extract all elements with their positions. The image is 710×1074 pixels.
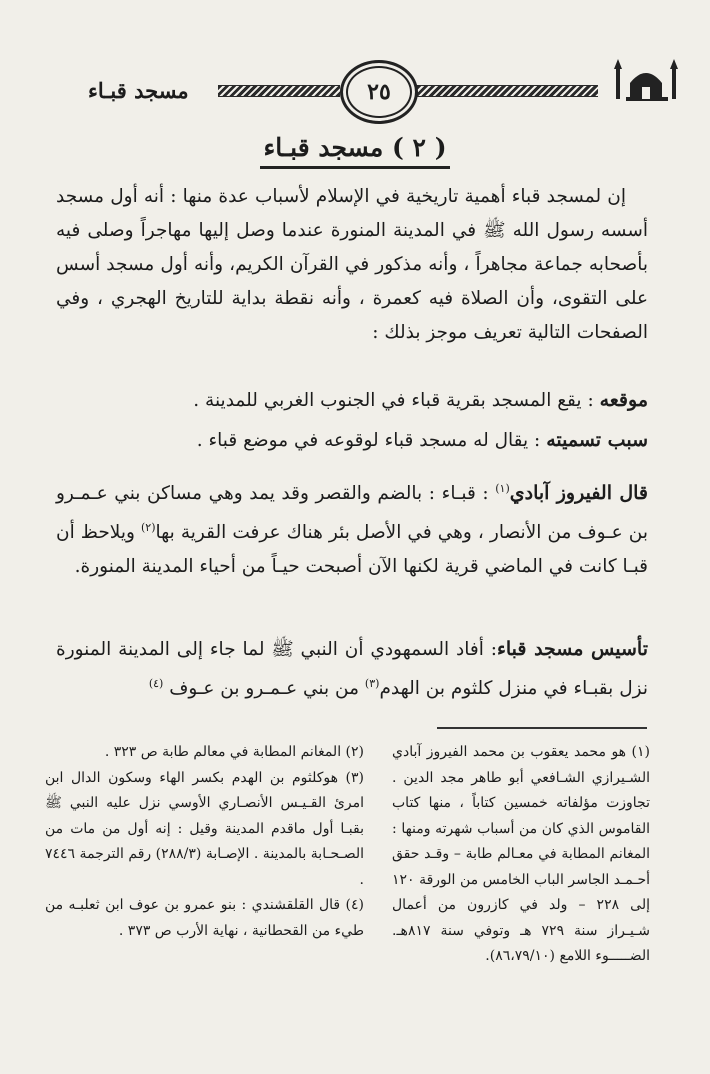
naming-text: : يقال له مسجد قباء لوقوعه في موضع قباء . <box>196 430 547 451</box>
firuzabadi-label: قال الفيروز آبادي <box>509 482 648 505</box>
footnote-separator <box>437 727 647 729</box>
location-text: : يقع المسجد بقرية قباء في الجنوب الغربي للمدينة . <box>193 390 600 411</box>
location-section <box>56 383 648 418</box>
naming-label: سبب تسميته <box>546 429 648 451</box>
footnote-1: (١) هو محمد يعقوب بن محمد الفيروز آبادي الشـيرازي الشـافعي أبو طاهر مجد الدين . تجاوزت مؤلفاته خمسين كتاباً ، منها كتاب القاموس الذي كان من أسباب شهرته ومنها : المغانم المطابة في معـالم طابة – وقـد حقق أحـمـد الجاسر الباب الخامس من الورقة ١٢٠ إلى ٢٢٨ – ولد في كازرون من أعمال شـيـراز سنة ٧٢٩ هـ وتوفي سنة ٨١٧هـ. الضـــــوء اللامع (٨٦،٧٩/١٠). <box>392 744 650 964</box>
page-number-medallion <box>340 60 418 124</box>
rope-ornament-right <box>410 85 598 97</box>
footnote-ref-2[interactable]: (٢) <box>140 521 156 535</box>
intro-paragraph <box>56 180 648 350</box>
firuzabadi-section <box>56 472 648 584</box>
chapter-title <box>0 133 710 169</box>
foundation-text-1: : أفاد السمهودي أن النبي ﷺ لما جاء إلى المدينة المنورة نزل بقبـاء في منزل كلثوم بن الهدم <box>56 639 648 700</box>
footnote-2: (٢) المغانم المطابة في معالم طابة ص ٣٢٣ . <box>104 744 364 760</box>
page-header <box>0 55 710 125</box>
footnote-3: (٣) هوكلثوم بن الهدم بكسر الهاء وسكون الدال ابن امرئ القـيـس الأنصـاري الأوسي نزل عليه النبي ﷺ بقبـا أول ماقدم المدينة وقيل : إنه أول من مات من الصـحـابة بالمدينة . الإصـابة (٢٨٨/٣) رقم الترجمة ٧٤٤٦ . <box>45 769 364 888</box>
footnote-ref-4[interactable]: (٤) <box>148 677 164 690</box>
naming-section <box>56 423 648 458</box>
chapter-underline <box>260 166 450 169</box>
footnote-ref-3[interactable]: (٣) <box>364 677 380 690</box>
foundation-section <box>56 632 648 706</box>
intro-text: إن لمسجد قباء أهمية تاريخية في الإسلام لأسباب عدة منها : أنه أول مسجد أسسه رسول الله ﷺ في المدينة المنورة عندما وصل إليها مهاجراً وصلى فيه بأصحابه جماعة مجاهراً ، وأنه مذكور في القرآن الكريم، وأنه أول مسجد أسس على التقوى، وأن الصلاة فيه كعمرة ، وأنه نقطة بداية للتاريخ الهجري ، وفي الصفحات التالية تعريف موجز بذلك : <box>56 186 648 343</box>
rope-ornament-left <box>218 85 340 97</box>
footnotes-left-column <box>45 740 364 970</box>
footnotes <box>45 740 650 970</box>
footnote-4: (٤) قال القلقشندي : بنو عمرو بن عوف ابن ثعلبـه من طيء من القحطانية ، نهاية الأرب ص ٣٧٣ . <box>45 897 364 939</box>
running-title: مسجد قبـاء <box>88 78 189 103</box>
footnote-ref-1[interactable]: (١) <box>495 482 510 495</box>
firuzabadi-text-1: : قبـاء : بالضم والقصر وقد يمد وهي مساكن بني عـمـرو بن عـوف من الأنصار ، وهي في الأصل بئر هناك عرفت القرية بها <box>56 483 648 544</box>
location-label: موقعه <box>599 389 648 411</box>
foundation-label: تأسيس مسجد قباء <box>496 638 648 660</box>
foundation-text-2: من بني عـمـرو بن عـوف <box>163 678 365 700</box>
footnotes-right-column <box>392 740 650 970</box>
mosque-icon <box>612 57 682 105</box>
page-number: ٢٥ <box>367 79 391 105</box>
firuzabadi-text-2: ويلاحظ أن قبـا كانت في الماضي قرية لكنها الآن أصبحت حيـاً من أحياء المدينة المنورة. <box>56 522 648 578</box>
chapter-title-text: ( ٢ ) مسجد قبـاء <box>263 133 447 162</box>
